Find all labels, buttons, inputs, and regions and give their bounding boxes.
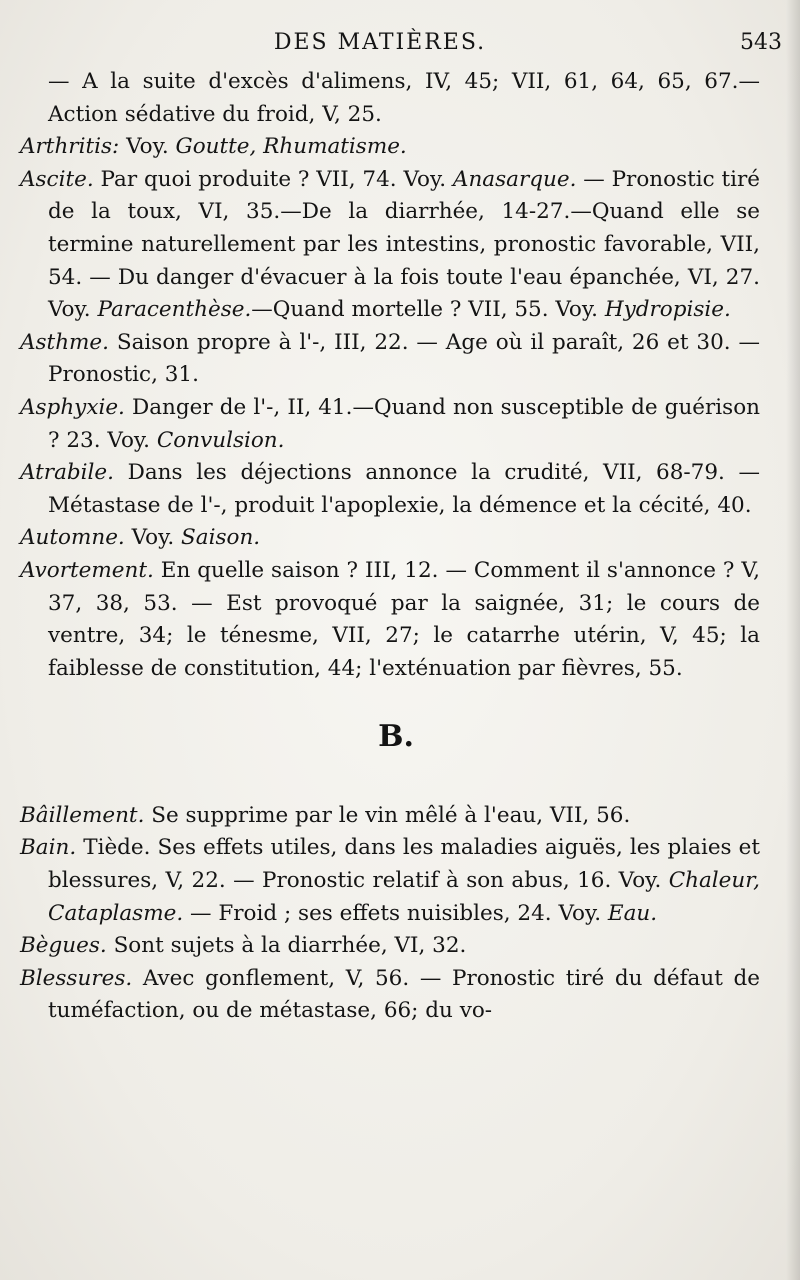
entry-cross-reference: Convulsion. [156, 427, 285, 453]
entry-text: Voy. [119, 134, 176, 160]
index-entry [20, 327, 760, 392]
entry-text: Sont sujets à la diarrhée, VI, 32. [106, 933, 467, 959]
entry-cross-reference: Hydropisie. [604, 297, 731, 323]
index-entry [20, 832, 760, 930]
index-entries-b [20, 800, 760, 1028]
running-title: DES MATIÈRES. [273, 30, 487, 55]
entry-cross-reference: Chaleur, Cataplasme. [48, 868, 760, 926]
entry-headword: Bain. [20, 835, 77, 861]
index-entry [20, 66, 760, 131]
entry-headword: Avortement. [20, 557, 154, 583]
entry-cross-reference: Eau. [607, 900, 658, 926]
entry-headword: Bâillement. [20, 802, 145, 828]
entry-text: —Quand mortelle ? VII, 55. Voy. [251, 297, 605, 323]
index-entry [20, 963, 760, 1028]
entry-headword: Ascite. [20, 166, 94, 192]
entry-text: Danger de l'-, II, 41.—Quand non susceptible de guérison ? 23. Voy. [48, 394, 760, 453]
entry-text: Se supprime par le vin mêlé à l'eau, VII, 56. [144, 802, 631, 828]
page-header [20, 30, 800, 62]
entry-headword: Bègues. [20, 933, 107, 959]
entry-text: Par quoi produite ? VII, 74. Voy. [93, 166, 453, 192]
entry-headword: Asthme. [20, 329, 109, 355]
index-entry [20, 800, 760, 833]
entry-headword: Automne. [20, 525, 125, 551]
index-entry [20, 164, 760, 327]
entry-text: — A la suite d'excès d'alimens, IV, 45; VII, 61, 64, 65, 67.— Action sédative du froid, V, 25. [48, 69, 760, 127]
index-entry [20, 457, 760, 522]
index-entry [20, 522, 760, 555]
entry-text: Dans les déjections annonce la crudité, VII, 68-79. — Métastase de l'-, produit l'apoplexie, la démence et la cécité, 40. [48, 460, 760, 518]
index-entry [20, 555, 760, 685]
entry-text: — Pronostic tiré de la toux, VI, 35.—De la diarrhée, 14-27.—Quand elle se termine naturellement par les intestins, pronostic favorable, VII, 54. — Du danger d'évacuer à la fois toute l'eau épanchée, VI, 27. Voy. [48, 166, 761, 323]
entry-headword: Asphyxie. [20, 394, 125, 420]
entry-cross-reference: Goutte, Rhumatisme. [175, 134, 407, 160]
entry-cross-reference: Saison. [181, 525, 261, 551]
entry-headword: Arthritis: [20, 134, 120, 160]
entry-text: — Froid ; ses effets nuisibles, 24. Voy. [183, 900, 608, 926]
index-entry [20, 930, 760, 963]
index-text [20, 66, 760, 1028]
page-edge-shadow [786, 0, 800, 1280]
index-entries-a [20, 66, 760, 685]
index-entry [20, 392, 760, 457]
entry-text: En quelle saison ? III, 12. — Comment il s'annonce ? V, 37, 38, 53. — Est provoqué par la saignée, 31; le cours de ventre, 34; le ténesme, VII, 27; le catarrhe utérin, V, 45; la faiblesse de constitution, 44; l'exténuation par fièvres, 55. [48, 557, 760, 681]
entry-text: Saison propre à l'-, III, 22. — Age où il paraît, 26 et 30. — Pronostic, 31. [48, 329, 760, 388]
entry-headword: Blessures. [20, 965, 133, 991]
entry-text: Avec gonflement, V, 56. — Pronostic tiré du défaut de tuméfaction, ou de métastase, 66; du vo- [48, 965, 760, 1024]
entry-text: Tiède. Ses effets utiles, dans les maladies aiguës, les plaies et blessures, V, 22. — Pronostic relatif à son abus, 16. Voy. [48, 835, 760, 894]
entry-cross-reference: Paracenthèse. [97, 297, 252, 323]
index-entry [20, 131, 760, 164]
section-letter: B. [378, 719, 414, 755]
entry-cross-reference: Anasarque. [452, 166, 577, 192]
entry-headword: Atrabile. [20, 460, 114, 486]
page-number: 543 [740, 30, 782, 55]
entry-text: Voy. [124, 525, 182, 551]
